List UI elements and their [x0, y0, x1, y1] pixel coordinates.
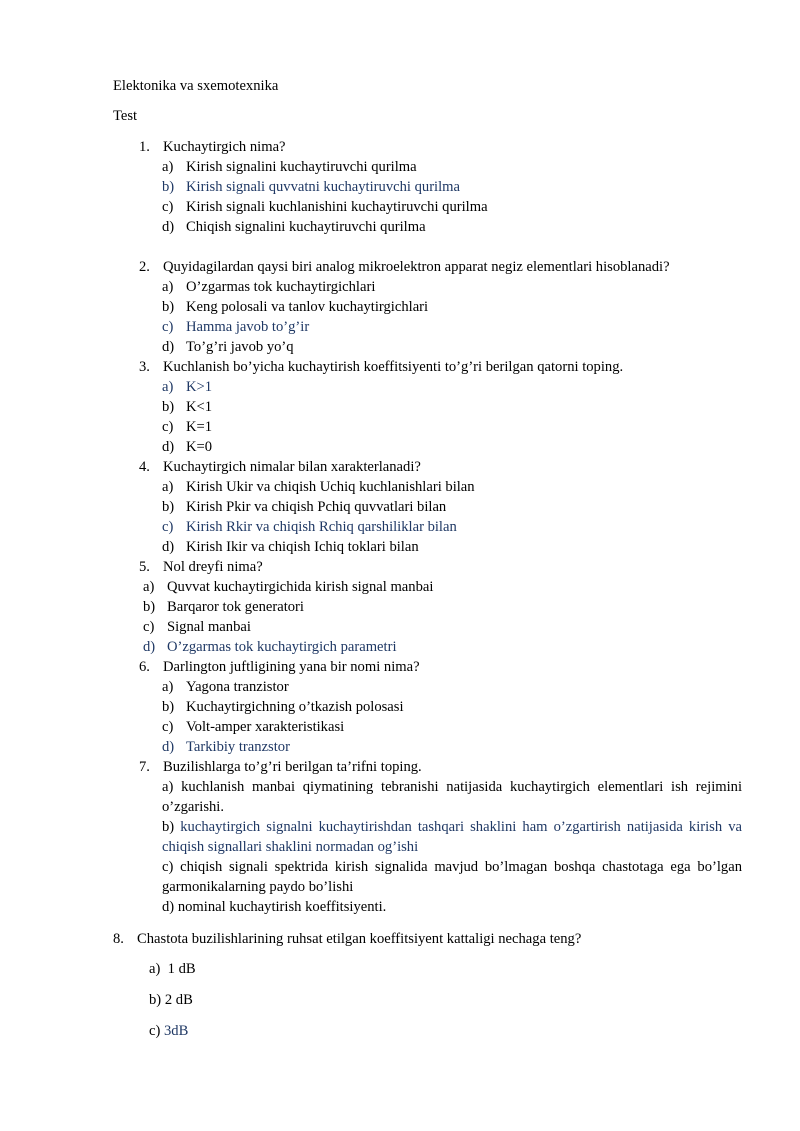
question-text: Kuchlanish bo’yicha kuchaytirish koeffitsiyenti to’g’ri berilgan qatorni toping. [163, 359, 624, 375]
option-label: b) [162, 399, 175, 415]
option-label: a) [162, 479, 174, 495]
q8-option-b [149, 990, 193, 1010]
option-text: Quvvat kuchaytirgichida kirish signal manbai [167, 579, 434, 595]
q8-option-a [149, 959, 196, 979]
option-label: b) [162, 819, 175, 835]
question-number: 4. [139, 459, 150, 475]
option-text: Chiqish signalini kuchaytiruvchi qurilma [186, 219, 426, 235]
q4-option-d [162, 537, 419, 557]
option-text: Keng polosali va tanlov kuchaytirgichlari [186, 299, 429, 315]
question-5 [139, 557, 263, 577]
option-text: Kirish Ukir va chiqish Uchiq kuchlanishlari bilan [186, 479, 475, 495]
q5-option-d-answer [143, 637, 397, 657]
question-number: 2. [139, 259, 150, 275]
q3-option-b [162, 397, 212, 417]
option-text: K<1 [186, 399, 213, 415]
q6-option-b [162, 697, 404, 717]
q5-option-a [143, 577, 433, 597]
question-number: 3. [139, 359, 150, 375]
q2-option-d [162, 337, 294, 357]
question-text: Kuchaytirgich nimalar bilan xarakterlanadi? [163, 459, 421, 475]
option-label: c) [162, 859, 174, 875]
q6-option-d-answer [162, 737, 290, 757]
option-label: b) [162, 299, 175, 315]
q5-option-c [143, 617, 251, 637]
option-label: a) [162, 159, 174, 175]
question-text: Quyidagilardan qaysi biri analog mikroelektron apparat negiz elementlari hisoblanadi? [163, 259, 670, 275]
option-label: d) [143, 639, 156, 655]
option-label: b) [162, 699, 175, 715]
option-text: 2 dB [164, 992, 193, 1008]
question-1 [139, 137, 286, 157]
question-6 [139, 657, 420, 677]
q2-option-a [162, 277, 375, 297]
option-label: a) [143, 579, 155, 595]
q1-option-d [162, 217, 426, 237]
option-text: 1 dB [167, 961, 196, 977]
option-text: Kirish signali kuchlanishini kuchaytiruvchi qurilma [186, 199, 488, 215]
option-text: Yagona tranzistor [186, 679, 289, 695]
option-text: Volt-amper xarakteristikasi [186, 719, 345, 735]
q6-option-a [162, 677, 289, 697]
option-text: 3dB [164, 1023, 189, 1039]
option-text: Kirish Rkir va chiqish Rchiq qarshiliklar bilan [186, 519, 457, 535]
question-number: 8. [113, 931, 124, 947]
option-text: Kirish Pkir va chiqish Pchiq quvvatlari bilan [186, 499, 447, 515]
q6-option-c [162, 717, 344, 737]
q1-option-a [162, 157, 417, 177]
option-label: a) [149, 961, 161, 977]
option-text: Hamma javob to’g’ir [186, 319, 310, 335]
q2-option-b [162, 297, 428, 317]
option-label: c) [143, 619, 155, 635]
question-text: Kuchaytirgich nima? [163, 139, 286, 155]
option-text: Signal manbai [167, 619, 251, 635]
document-title: Elektonika va sxemotexnika [113, 78, 279, 94]
option-label: d) [162, 539, 175, 555]
option-label: d) [162, 219, 175, 235]
question-number: 6. [139, 659, 150, 675]
option-label: c) [162, 419, 174, 435]
option-label: b) [149, 992, 162, 1008]
q3-option-c [162, 417, 212, 437]
question-number: 1. [139, 139, 150, 155]
option-text: K=0 [186, 439, 213, 455]
question-3 [139, 357, 623, 377]
question-text: Darlington juftligining yana bir nomi nima? [163, 659, 420, 675]
question-7 [139, 757, 422, 777]
q3-option-d [162, 437, 212, 457]
option-text: Kirish signalini kuchaytiruvchi qurilma [186, 159, 417, 175]
option-label: d) [162, 739, 175, 755]
option-label: b) [162, 499, 175, 515]
option-label: a) [162, 679, 174, 695]
option-text: nominal kuchaytirish koeffitsiyenti. [177, 899, 387, 915]
option-label: a) [162, 379, 174, 395]
option-text: Tarkibiy tranzstor [186, 739, 290, 755]
q1-option-b-answer [162, 177, 460, 197]
q7-option-d [162, 897, 742, 917]
option-label: c) [162, 719, 174, 735]
question-text: Buzilishlarga to’g’ri berilgan ta’rifni toping. [163, 759, 422, 775]
question-text: Chastota buzilishlarining ruhsat etilgan koeffitsiyent kattaligi nechaga teng? [137, 931, 582, 947]
question-4 [139, 457, 421, 477]
option-text: Barqaror tok generatori [167, 599, 304, 615]
document-subtitle: Test [113, 108, 138, 124]
question-number: 7. [139, 759, 150, 775]
option-label: c) [162, 199, 174, 215]
option-text: kuchlanish manbai qiymatining tebranishi natijasida kuchaytirgich elementlari ish rejimini o’zgarishi. [162, 779, 743, 815]
option-text: Kuchaytirgichning o’tkazish polosasi [186, 699, 404, 715]
option-label: d) [162, 439, 175, 455]
q3-option-a-answer [162, 377, 212, 397]
q7-option-b-answer [162, 817, 742, 857]
option-label: c) [149, 1023, 161, 1039]
option-text: To’g’ri javob yo’q [186, 339, 294, 355]
question-8 [113, 929, 581, 949]
question-2 [139, 257, 670, 277]
option-label: b) [162, 179, 175, 195]
question-text: Nol dreyfi nima? [163, 559, 263, 575]
option-label: b) [143, 599, 156, 615]
option-text: kuchaytirgich signalni kuchaytirishdan tashqari shaklini ham o’zgartirish natijasida kirish va chiqish signallari shaklini normadan og’ishi [162, 819, 742, 855]
option-text: K>1 [186, 379, 213, 395]
option-text: chiqish signali spektrida kirish signalida mavjud bo’lmagan boshqa chastotaga ega bo’lgan garmonikalarning paydo bo’lishi [162, 859, 742, 895]
option-label: c) [162, 319, 174, 335]
option-label: d) [162, 339, 175, 355]
option-text: O’zgarmas tok kuchaytirgich parametri [167, 639, 397, 655]
q7-option-c [162, 857, 742, 897]
q4-option-a [162, 477, 475, 497]
question-number: 5. [139, 559, 150, 575]
q7-option-a [162, 777, 742, 817]
option-text: K=1 [186, 419, 213, 435]
option-label: d) [162, 899, 175, 915]
q2-option-c-answer [162, 317, 309, 337]
q4-option-c-answer [162, 517, 457, 537]
q8-option-c-answer [149, 1021, 188, 1041]
option-text: Kirish signali quvvatni kuchaytiruvchi qurilma [186, 179, 460, 195]
option-text: Kirish Ikir va chiqish Ichiq toklari bilan [186, 539, 419, 555]
option-label: a) [162, 779, 174, 795]
q4-option-b [162, 497, 446, 517]
q1-option-c [162, 197, 488, 217]
option-label: a) [162, 279, 174, 295]
q5-option-b [143, 597, 304, 617]
option-text: O’zgarmas tok kuchaytirgichlari [186, 279, 376, 295]
option-label: c) [162, 519, 174, 535]
